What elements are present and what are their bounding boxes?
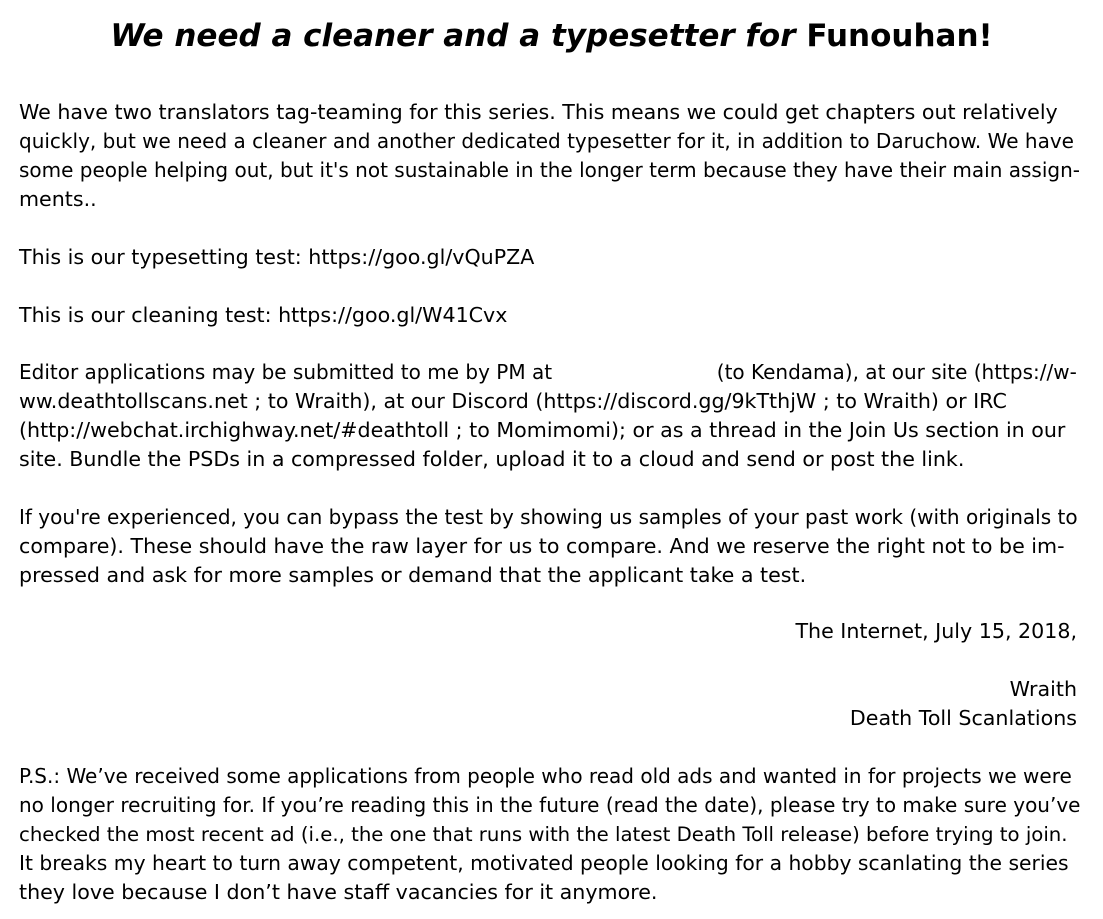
title-italic-text: We need a cleaner and a typesetter for — [110, 18, 796, 54]
redacted-contact — [558, 364, 710, 384]
cleaning-test-line: This is our cleaning test: https://goo.gl/W41Cvx — [19, 303, 508, 327]
signature-name: Wraith — [1009, 677, 1077, 701]
applications-line: (http://webchat.irchighway.net/#deathtoll ; to Momimomi); or as a thread in the Join Us section in our — [19, 418, 1066, 442]
experience-line: compare). These should have the raw layer for us to compare. And we reserve the right not to be im- — [19, 534, 1065, 558]
postscript-paragraph — [19, 762, 1081, 907]
intro-line: We have two translators tag-teaming for this series. This means we could get chapters out relatively — [19, 100, 1058, 124]
applications-line: site. Bundle the PSDs in a compressed folder, upload it to a cloud and send or post the link. — [19, 447, 965, 471]
intro-line: some people helping out, but it's not sustainable in the longer term because they have their main assign- — [19, 158, 1080, 182]
postscript-line: checked the most recent ad (i.e., the one that runs with the latest Death Toll release) before trying to join. — [19, 823, 1068, 846]
postscript-line: It breaks my heart to turn away competent, motivated people looking for a hobby scanlating the series — [19, 851, 1069, 875]
applications-line-end: (to Kendama), at our site (https://w- — [716, 360, 1077, 384]
cleaning-test-paragraph — [19, 301, 1081, 330]
experience-paragraph — [19, 503, 1081, 590]
postscript-line: P.S.: We’ve received some applications from people who read old ads and wanted in for projects we were — [19, 764, 1072, 788]
experience-line: pressed and ask for more samples or demand that the applicant take a test. — [19, 563, 807, 587]
typesetting-test-paragraph — [19, 243, 1081, 272]
intro-line: quickly, but we need a cleaner and another dedicated typesetter for it, in addition to Daruchow. We have — [19, 129, 1074, 153]
typesetting-test-line: This is our typesetting test: https://goo.gl/vQuPZA — [19, 245, 535, 269]
dateline: The Internet, July 15, 2018, — [795, 619, 1077, 643]
postscript-line: no longer recruiting for. If you’re reading this in the future (read the date), please try to make sure you’ve — [19, 793, 1081, 817]
applications-line — [19, 358, 1081, 387]
applications-paragraph — [19, 358, 1081, 474]
postscript-line: they love because I don’t have staff vacancies for it anymore. — [19, 880, 658, 904]
page-title — [0, 14, 1103, 58]
intro-line: ments.. — [19, 187, 97, 211]
intro-paragraph — [19, 98, 1081, 214]
title-project-name: Funouhan! — [806, 18, 993, 54]
signature-group: Death Toll Scanlations — [849, 706, 1077, 730]
applications-line: ww.deathtollscans.net ; to Wraith), at our Discord (https://discord.gg/9kTthjW ; to Wraith) or IRC — [19, 389, 1007, 413]
applications-line-start: Editor applications may be submitted to me by PM at — [19, 360, 553, 384]
experience-line: If you're experienced, you can bypass the test by showing us samples of your past work (with originals to — [19, 505, 1078, 529]
